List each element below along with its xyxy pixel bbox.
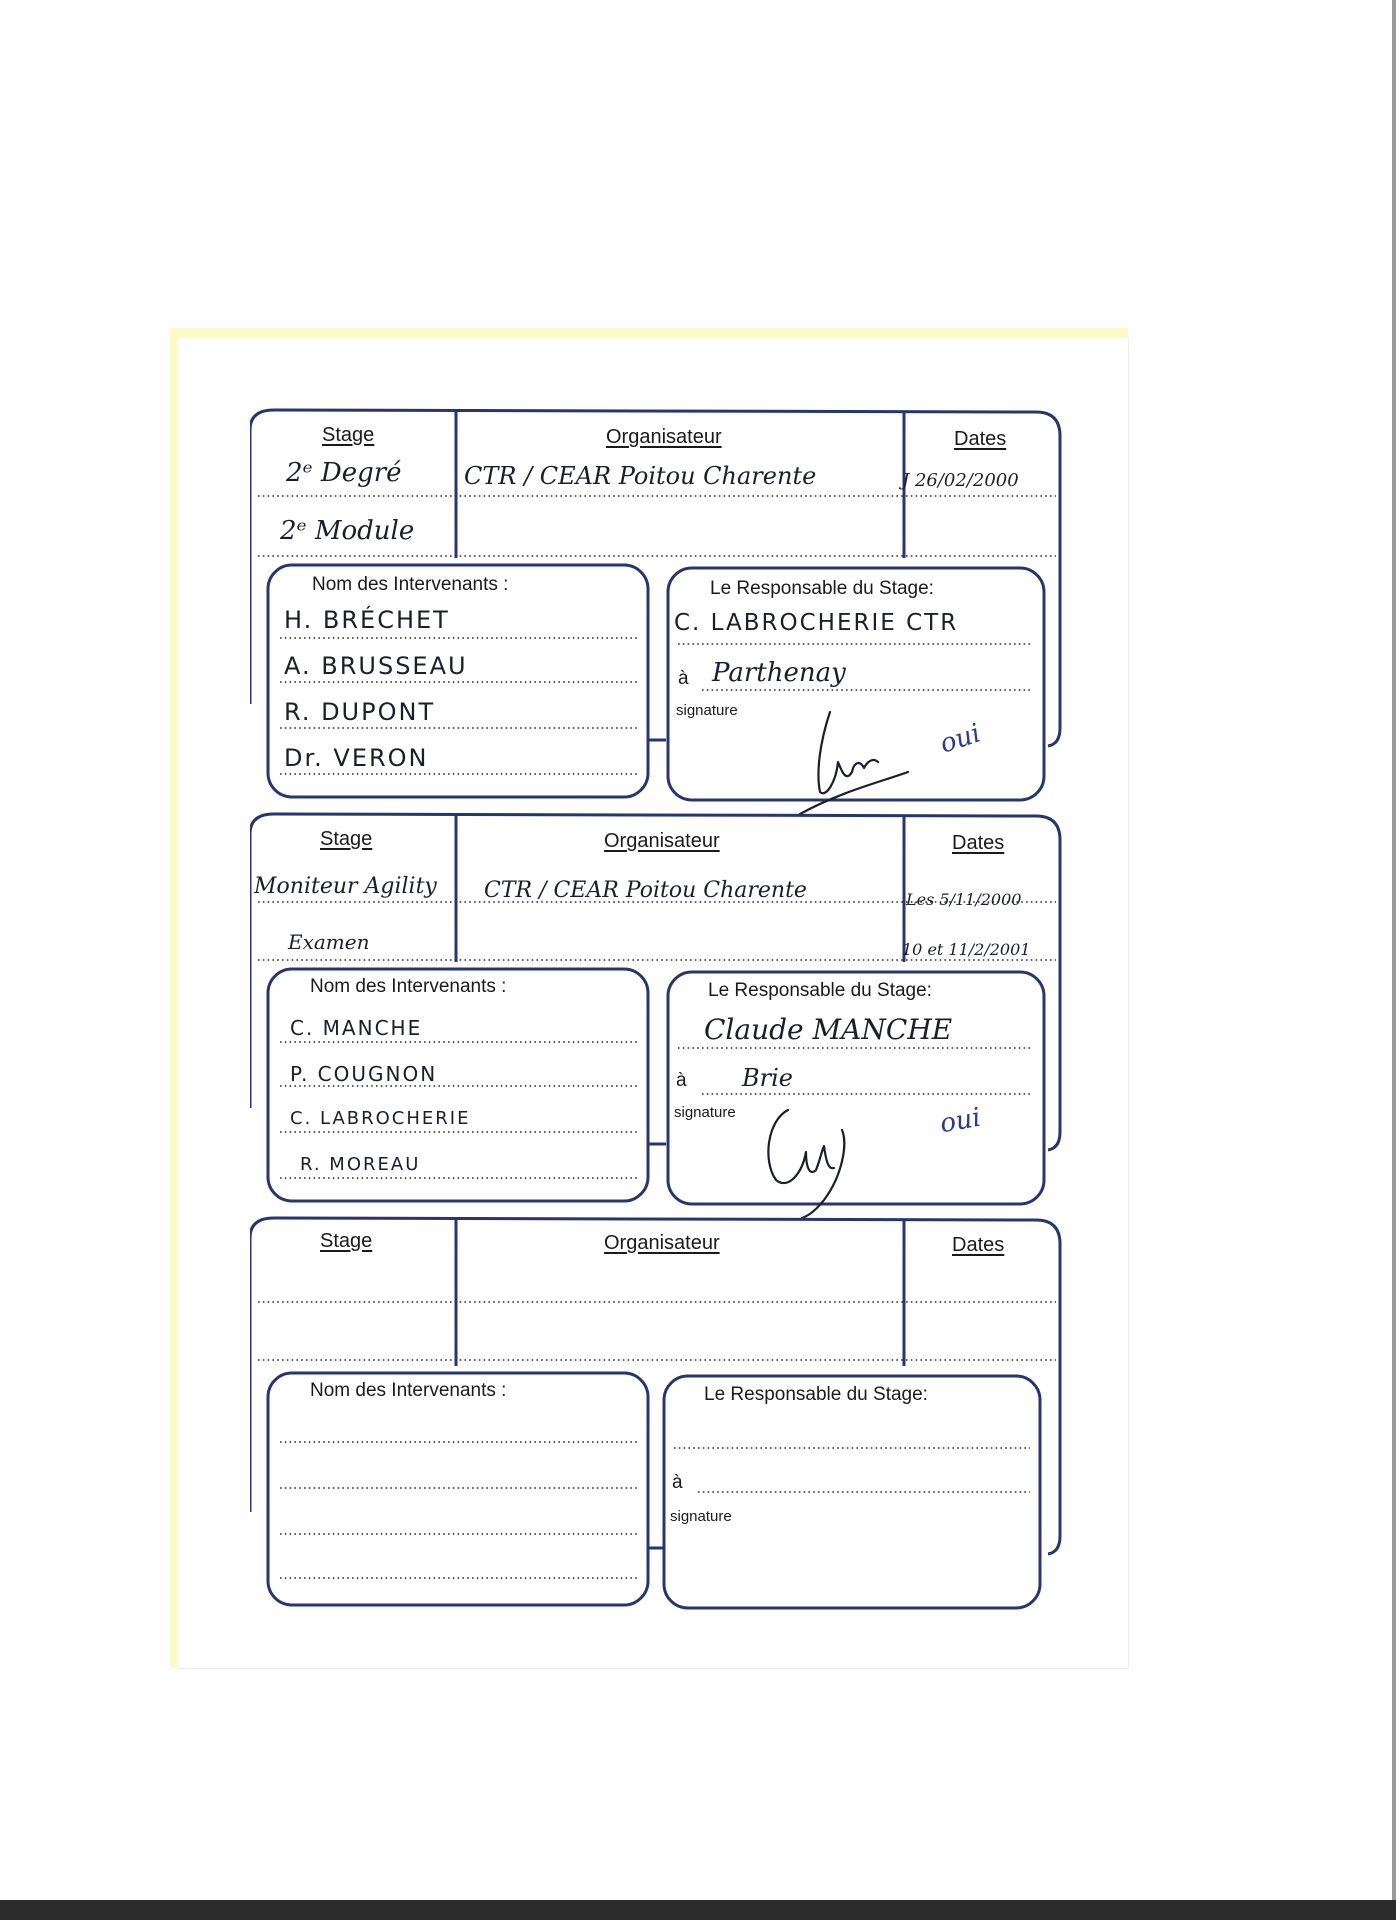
stage-card-frame [250, 1216, 1062, 1612]
lieu-prefix: à [672, 1472, 683, 1493]
signature-label: signature [674, 1104, 736, 1121]
stage-card-3 [250, 1216, 1062, 1612]
organisateur-header: Organisateur [604, 1232, 720, 1254]
intervenant-3: R. DUPONT [284, 698, 436, 726]
responsable-value: Claude MANCHE [704, 1013, 953, 1046]
scan-edge-bottom [0, 1900, 1396, 1920]
stage-header: Stage [322, 424, 375, 446]
dates-header: Dates [954, 428, 1007, 450]
lieu-value: Parthenay [712, 658, 846, 688]
intervenant-3: C. LABROCHERIE [290, 1108, 471, 1129]
dates-header: Dates [952, 1234, 1005, 1256]
dates-value-1: Les 5/11/2000 [906, 890, 1022, 909]
organisateur-header: Organisateur [606, 426, 722, 448]
responsable-label: Le Responsable du Stage: [710, 578, 934, 599]
intervenants-label: Nom des Intervenants : [310, 976, 507, 997]
responsable-value: C. LABROCHERIE CTR [674, 610, 959, 636]
signature-scribble [752, 1090, 912, 1220]
intervenants-label: Nom des Intervenants : [310, 1380, 507, 1401]
organisateur-header: Organisateur [604, 830, 720, 852]
intervenants-label: Nom des Intervenants : [312, 574, 509, 595]
responsable-label: Le Responsable du Stage: [708, 980, 932, 1001]
intervenant-4: Dr. VERON [284, 744, 429, 772]
organisateur-value: CTR / CEAR Poitou Charente [484, 878, 807, 903]
signature-label: signature [676, 702, 738, 719]
stage-header: Stage [320, 828, 373, 850]
responsable-label: Le Responsable du Stage: [704, 1384, 928, 1405]
stage-line-2: Examen [288, 930, 370, 954]
validation-mark: oui [937, 1102, 984, 1140]
validation-mark: oui [936, 718, 985, 760]
dates-header: Dates [952, 832, 1005, 854]
intervenant-2: P. COUGNON [290, 1062, 438, 1086]
stage-card-1 [250, 408, 1062, 804]
stage-line-2: 2ᵉ Module [280, 516, 415, 546]
scan-edge-right [1392, 0, 1396, 1920]
stage-line-1: Moniteur Agility [254, 874, 437, 899]
dates-value-2: 10 et 11/2/2001 [902, 940, 1031, 959]
lieu-value: Brie [742, 1064, 793, 1092]
intervenant-2: A. BRUSSEAU [284, 652, 468, 680]
organisateur-value: CTR / CEAR Poitou Charente [464, 462, 817, 490]
stage-header: Stage [320, 1230, 373, 1252]
intervenant-1: H. BRÉCHET [284, 606, 450, 634]
stage-card-frame [250, 812, 1062, 1208]
signature-label: signature [670, 1508, 732, 1525]
signature-scribble [790, 702, 950, 822]
stage-card-2 [250, 812, 1062, 1208]
lieu-prefix: à [678, 668, 689, 689]
dates-value: J 26/02/2000 [902, 470, 1019, 491]
stage-line-1: 2ᵉ Degré [286, 458, 402, 488]
intervenant-4: R. MOREAU [300, 1154, 421, 1175]
lieu-prefix: à [676, 1070, 687, 1091]
intervenant-1: C. MANCHE [290, 1016, 423, 1040]
